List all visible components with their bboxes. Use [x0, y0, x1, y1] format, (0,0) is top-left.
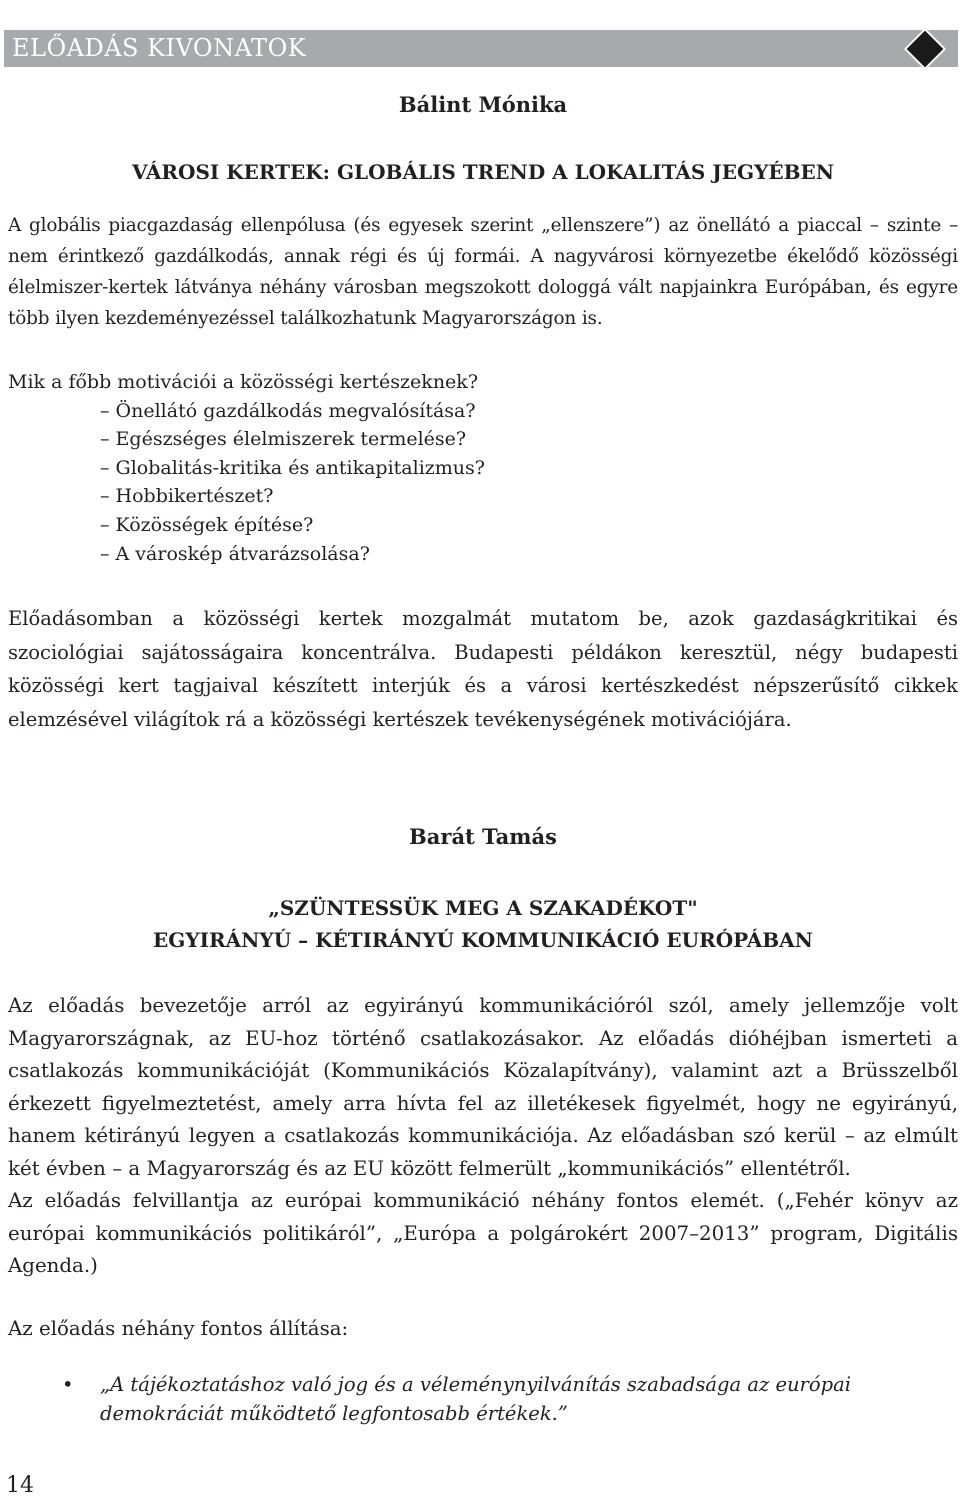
list-item: – Közösségek építése?: [100, 513, 314, 536]
talk-title-line: „SZÜNTESSÜK MEG A SZAKADÉKOT": [268, 896, 698, 921]
author-name: Bálint Mónika: [398, 92, 568, 117]
list-item: – Önellátó gazdálkodás megvalósítása?: [100, 399, 476, 422]
abstract-barat: [8, 820, 958, 1428]
page-content: [8, 88, 958, 1428]
abstract-intro: A globális piacgazdaság ellenpólusa (és egyesek szerint „ellenszere”) az önellátó a piaccal – szinte – nem érintkező gazdálkodás, annak régi és új formái. A nagyvárosi környezetbe ékelődő közösségi élelmiszer-kertek látványa néhány városban megszokott dologgá vált napjainkra Európában, és egyre több ilyen kezdeményezéssel találkozhatunk Magyarországon is.: [8, 215, 958, 329]
talk-title-line: EGYIRÁNYÚ – KÉTIRÁNYÚ KOMMUNIKÁCIÓ EURÓPÁBAN: [153, 928, 813, 953]
list-item: – Hobbikertészet?: [100, 485, 274, 508]
motivation-question: Mik a főbb motivációi a közösségi kertészeknek?: [8, 371, 478, 393]
talk-title: VÁROSI KERTEK: GLOBÁLIS TREND A LOKALITÁS JEGYÉBEN: [131, 160, 835, 184]
list-item: – Egészséges élelmiszerek termelése?: [100, 428, 467, 451]
claims-list: [8, 1370, 958, 1428]
claims-intro: Az előadás néhány fontos állítása:: [8, 1316, 349, 1340]
abstract-body: Az előadás bevezetője arról az egyirányú kommunikációról szól, amely jellemzője volt Magyarországnak, az EU-hoz történő csatlakozásakor. Az előadás dióhéjban ismerteti a csatlakozás kommunikációját (Kommunikációs Közalapítvány), valamint azt a Brüsszelből érkezett figyelmeztetést, amely arra hívta fel az illetékesek figyelmét, hogy ne egyirányú, hanem kétirányú legyen a csatlakozás kommunikációja. Az előadásban szó kerül – az elmúlt két évben – a Magyarország és az EU között felmerült „kommunikációs” ellentétről.: [8, 994, 958, 1180]
list-item: – Globalitás-kritika és antikapitalizmus?: [100, 456, 485, 479]
abstract-body: Az előadás felvillantja az európai kommunikáció néhány fontos elemét. („Fehér könyv az európai kommunikációs politikáról”, „Európa a polgárokért 2007–2013” program, Digitális Agenda.): [8, 1189, 958, 1278]
list-item: [8, 1370, 958, 1428]
page-number: 14: [6, 1473, 34, 1498]
diamond-icon: [904, 28, 946, 70]
author-name: Barát Tamás: [409, 824, 557, 850]
section-header-bar: [4, 30, 958, 67]
list-item: – A városkép átvarázsolása?: [100, 542, 370, 565]
section-title: ELŐADÁS KIVONATOK: [12, 34, 307, 62]
talk-title: [8, 892, 958, 956]
abstract-conclusion: Előadásomban a közösségi kertek mozgalmát mutatom be, azok gazdaságkritikai és szociológiai sajátosságaira koncentrálva. Budapesti példákon keresztül, négy budapesti közösségi kert tagjaival készített interjúk és a városi kertészkedést népszerűsítő cikkek elemzésével világítok rá a közösségi kertészek tevékenységének motivációjára.: [8, 607, 958, 731]
claim-text: „A tájékoztatáshoz való jog és a véleménynyilvánítás szabadsága az európai demokráciát működtető legfontosabb értékek.”: [100, 1373, 851, 1426]
motivation-list: [8, 397, 958, 569]
abstract-balint: [8, 88, 958, 736]
bullet-icon: •: [62, 1373, 74, 1397]
